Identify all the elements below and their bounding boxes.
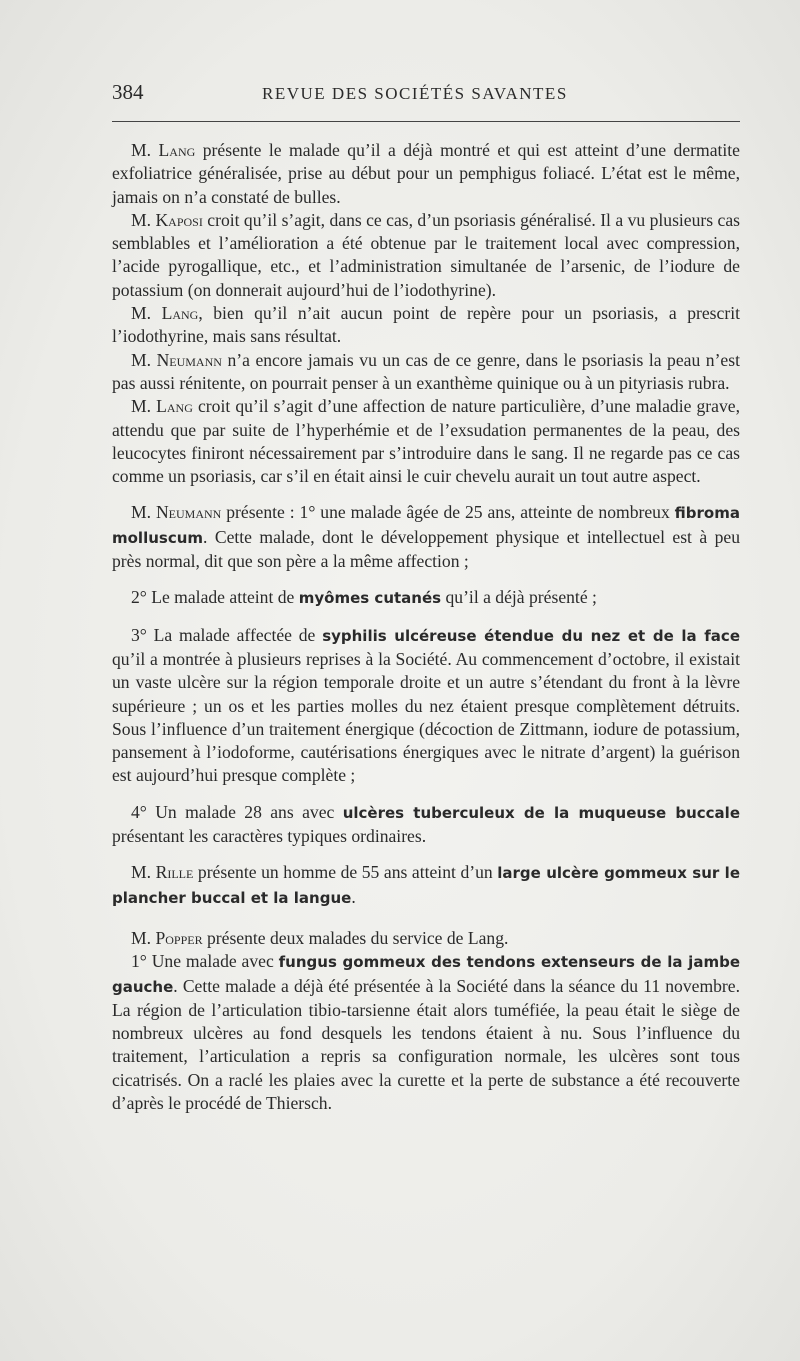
diagnosis-term: fungus gommeux des tendons extenseurs de la jambe gauche xyxy=(112,953,740,996)
text-run: M. xyxy=(131,502,156,523)
paragraph xyxy=(112,209,740,302)
paragraph xyxy=(112,395,740,488)
paragraph xyxy=(112,927,740,950)
text-run: M. xyxy=(131,396,157,417)
text-run: 3° La malade affectée de xyxy=(131,624,323,645)
paragraph xyxy=(112,801,740,849)
author-name: Popper xyxy=(155,927,203,948)
author-name: Lang xyxy=(158,140,196,160)
text-run: M. xyxy=(131,303,162,324)
text-run: qu’il a déjà présenté ; xyxy=(441,587,597,608)
text-run: , bien qu’il n’ait aucun point de repère pour un psoriasis, a prescrit l’iodothyrine, mais sans résultat. xyxy=(112,303,740,347)
diagnosis-term: syphilis ulcéreuse étendue du nez et de la face xyxy=(322,626,740,645)
diagnosis-term: myômes cutanés xyxy=(298,589,442,608)
paragraph xyxy=(112,349,740,396)
text-run: 1° Une malade avec xyxy=(131,951,279,972)
text-run: M. xyxy=(131,862,156,883)
diagnosis-term: ulcères tuberculeux de la muqueuse buccale xyxy=(342,803,740,822)
header-rule xyxy=(112,121,740,122)
running-title: REVUE DES SOCIÉTÉS SAVANTES xyxy=(262,84,568,103)
text-run: M. xyxy=(131,927,156,948)
text-run: qu’il a montrée à plusieurs reprises à la Société. Au commencement d’octobre, il existait un vaste ulcère sur la région temporale droite et un autre s’étendant du front à la lèvre supérieure ; un os et les parties molles du nez étaient presque complètement détruits. Sous l’influence d’un traitement énergique (décoction de Zittmann, iodure de potassium, pansement à l’iodoforme, cautérisations énergiques avec le nitrate d’argent) la guérison est aujourd’hui presque complète ; xyxy=(112,648,740,786)
text-run: 4° Un malade 28 ans avec xyxy=(131,801,343,822)
text-run: présentant les caractères typiques ordinaires. xyxy=(112,826,427,847)
paragraph xyxy=(112,950,740,1115)
author-name: Rille xyxy=(155,862,194,883)
text-run: présente un homme de 55 ans atteint d’un xyxy=(193,862,498,883)
text-run: croit qu’il s’agit d’une affection de nature particulière, d’une maladie grave, attendu que par suite de l’hyperhémie et de l’exsudation permanentes de la peau, des leucocytes finiront nécessairement par s’introduire dans le sang. Il ne regarde pas ce cas comme un psoriasis, car s’il en était ainsi le cuir chevelu aurait un tout autre aspect. xyxy=(112,396,740,487)
paragraph xyxy=(112,624,740,788)
page-number: 384 xyxy=(112,80,144,104)
paragraph xyxy=(112,302,740,349)
paragraph xyxy=(112,861,740,910)
text-run: présente : 1° une malade âgée de 25 ans, atteinte de nombreux xyxy=(221,502,675,523)
body-text xyxy=(112,139,740,1115)
author-name: Lang xyxy=(161,303,199,324)
paragraph xyxy=(112,139,740,209)
text-run: M. xyxy=(131,349,157,370)
author-name: Neumann xyxy=(156,349,222,370)
text-run: 2° Le malade atteint de xyxy=(131,587,299,608)
author-name: Lang xyxy=(156,396,193,417)
diagnosis-term: fibroma molluscum xyxy=(112,504,740,547)
paragraph xyxy=(112,501,740,573)
text-run: M. xyxy=(131,209,156,230)
text-run: n’a encore jamais vu un cas de ce genre, dans le psoriasis la peau n’est pas aussi rénitente, on pourrait penser à un exanthème quinique ou à un pityriasis rubra. xyxy=(112,349,740,393)
text-run: . Cette malade, dont le développement physique et intellectuel est à peu près normal, dit que son père a la même affection ; xyxy=(112,526,740,572)
text-run: présente le malade qu’il a déjà montré et qui est atteint d’une dermatite exfoliatrice généralisée, prise au début pour un pemphigus foliacé. L’état est le même, jamais on n’a constaté de bulles. xyxy=(112,140,740,207)
author-name: Neumann xyxy=(155,502,222,523)
author-name: Kaposi xyxy=(155,209,203,230)
text-run: M. xyxy=(131,140,159,160)
page-header xyxy=(112,80,740,110)
paragraph xyxy=(112,586,740,610)
text-run: croit qu’il s’agit, dans ce cas, d’un psoriasis généralisé. Il a vu plusieurs cas semblables et l’amélioration a été obtenue par le traitement local avec compression, l’acide pyrogallique, etc., et l’administration simultanée de l’arsenic, de l’iodure de potassium (on donnerait aujourd’hui de l’iodothyrine). xyxy=(112,209,740,300)
text-run: présente deux malades du service de Lang. xyxy=(202,927,509,948)
text-run: . Cette malade a déjà été présentée à la Société dans la séance du 11 novembre. La région de l’articulation tibio-tarsienne était alors tuméfiée, la peau était le siège de nombreux ulcères au fond desquels les tendons étaient à nu. Sous l’influence du traitement, l’articulation a repris sa configuration normale, les ulcères sont tous cicatrisés. On a raclé les plaies avec la curette et la perte de substance a été recouverte d’après le procédé de Thiersch. xyxy=(112,975,740,1113)
diagnosis-term: large ulcère gommeux sur le plancher buccal et la langue xyxy=(112,864,740,907)
text-run: . xyxy=(351,886,356,907)
